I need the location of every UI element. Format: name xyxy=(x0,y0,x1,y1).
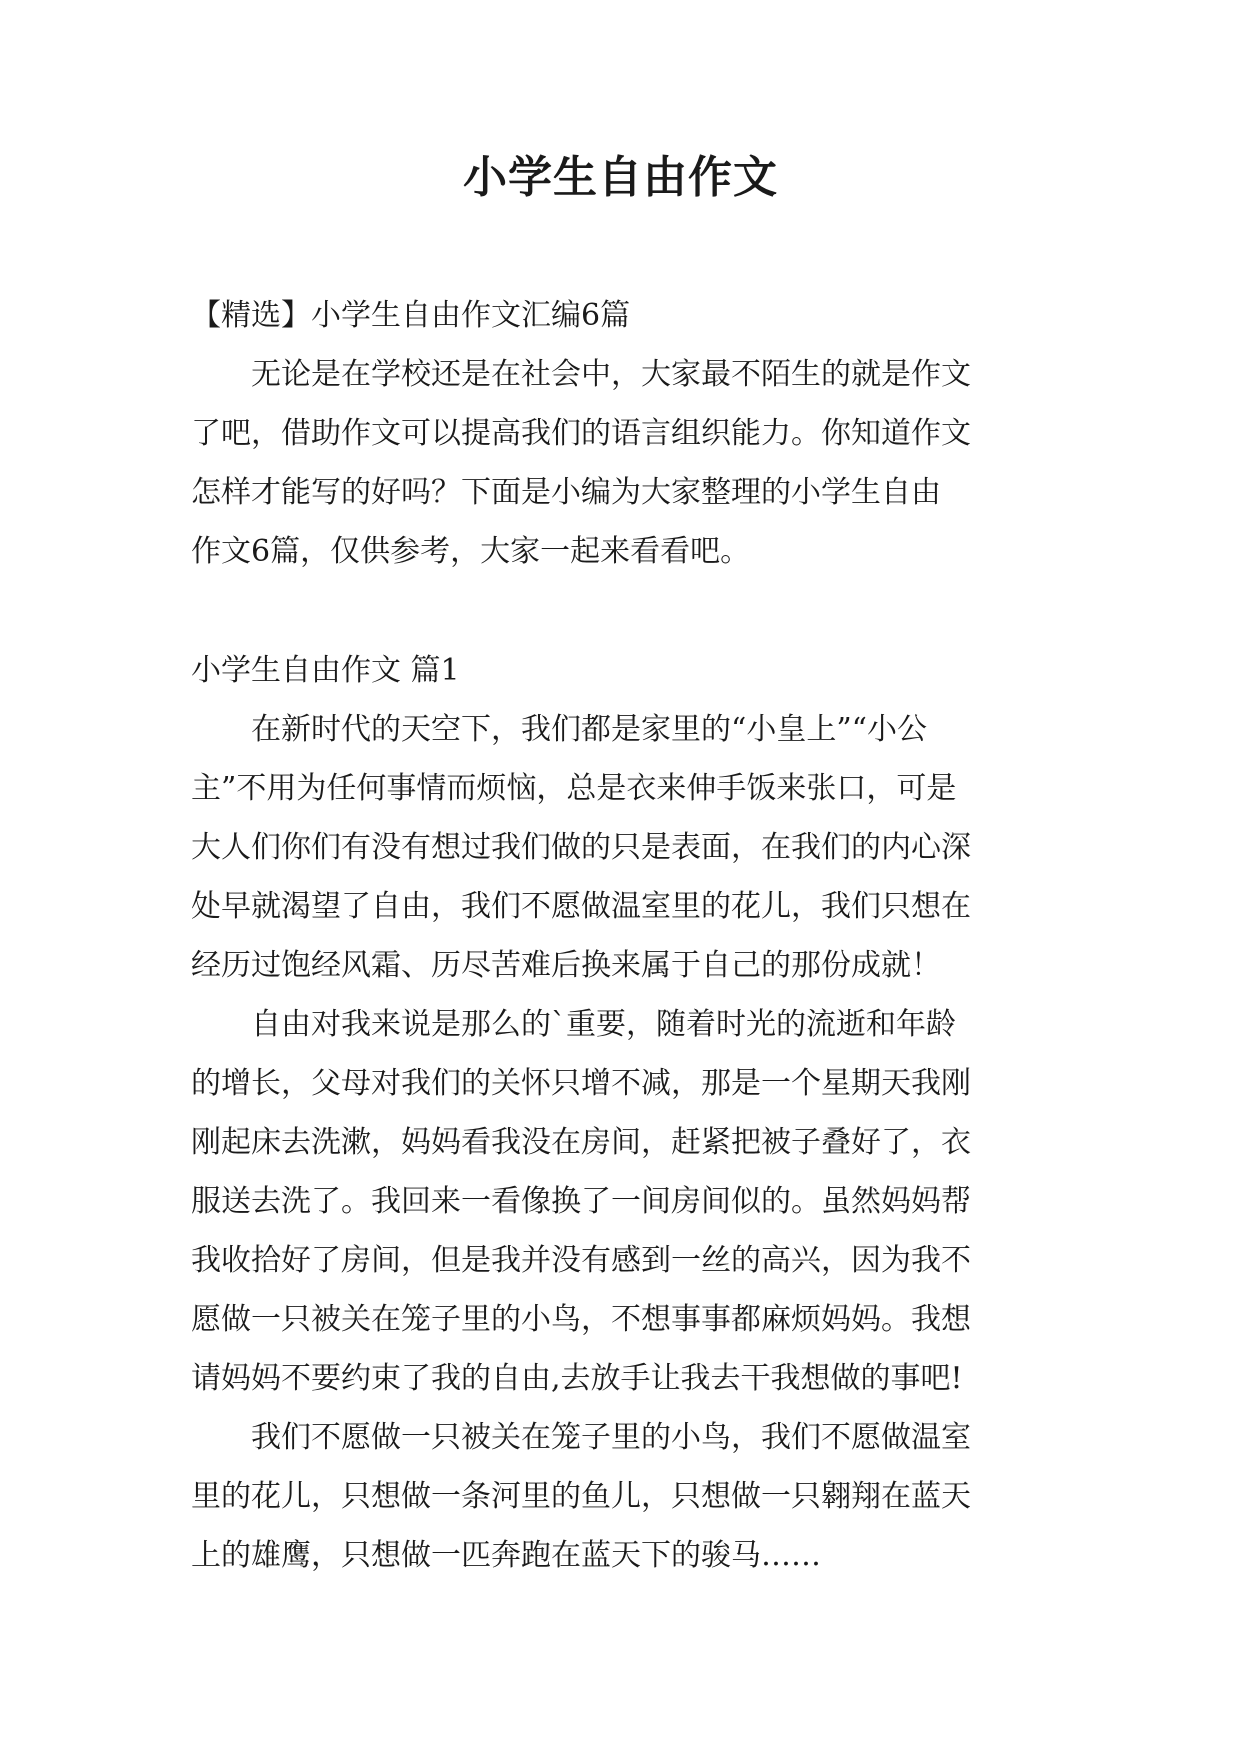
paragraph-line: 的增长，父母对我们的关怀只增不减，那是一个星期天我刚 xyxy=(191,1066,971,1101)
paragraph-line: 我们不愿做一只被关在笼子里的小鸟，我们不愿做温室 xyxy=(191,1420,971,1455)
section-spacer xyxy=(191,581,1051,641)
document-title: 小学生自由作文 xyxy=(463,152,778,203)
document-body xyxy=(191,286,1051,1585)
section-heading: 小学生自由作文 篇1 xyxy=(191,653,460,688)
body-paragraph-2 xyxy=(191,995,1051,1408)
paragraph-line: 服送去洗了。我回来一看像换了一间房间似的。虽然妈妈帮 xyxy=(191,1184,971,1219)
paragraph-line: 请妈妈不要约束了我的自由,去放手让我去干我想做的事吧! xyxy=(191,1361,963,1396)
paragraph-line: 我收拾好了房间，但是我并没有感到一丝的高兴，因为我不 xyxy=(191,1243,971,1278)
document-subtitle: 【精选】小学生自由作文汇编6篇 xyxy=(191,298,631,333)
paragraph-line: 经历过饱经风霜、历尽苦难后换来属于自己的那份成就！ xyxy=(191,948,941,983)
body-paragraph-1 xyxy=(191,700,1051,995)
intro-line: 了吧，借助作文可以提高我们的语言组织能力。你知道作文 xyxy=(191,416,971,451)
paragraph-line: 自由对我来说是那么的`重要，随着时光的流逝和年龄 xyxy=(191,1007,956,1042)
intro-line: 无论是在学校还是在社会中，大家最不陌生的就是作文 xyxy=(191,357,971,392)
body-paragraph-3 xyxy=(191,1408,1051,1585)
paragraph-line: 愿做一只被关在笼子里的小鸟，不想事事都麻烦妈妈。我想 xyxy=(191,1302,971,1337)
paragraph-line: 主”不用为任何事情而烦恼，总是衣来伸手饭来张口，可是 xyxy=(191,771,957,806)
paragraph-line: 在新时代的天空下，我们都是家里的“小皇上”“小公 xyxy=(191,712,928,747)
paragraph-line: 刚起床去洗漱，妈妈看我没在房间，赶紧把被子叠好了，衣 xyxy=(191,1125,971,1160)
intro-line: 作文6篇，仅供参考，大家一起来看看吧。 xyxy=(191,534,751,569)
intro-paragraph xyxy=(191,345,1051,581)
paragraph-line: 上的雄鹰，只想做一匹奔跑在蓝天下的骏马…… xyxy=(191,1538,821,1573)
intro-line: 怎样才能写的好吗？下面是小编为大家整理的小学生自由 xyxy=(191,475,941,510)
paragraph-line: 大人们你们有没有想过我们做的只是表面，在我们的内心深 xyxy=(191,830,971,865)
paragraph-line: 处早就渴望了自由，我们不愿做温室里的花儿，我们只想在 xyxy=(191,889,971,924)
paragraph-line: 里的花儿，只想做一条河里的鱼儿，只想做一只翱翔在蓝天 xyxy=(191,1479,971,1514)
